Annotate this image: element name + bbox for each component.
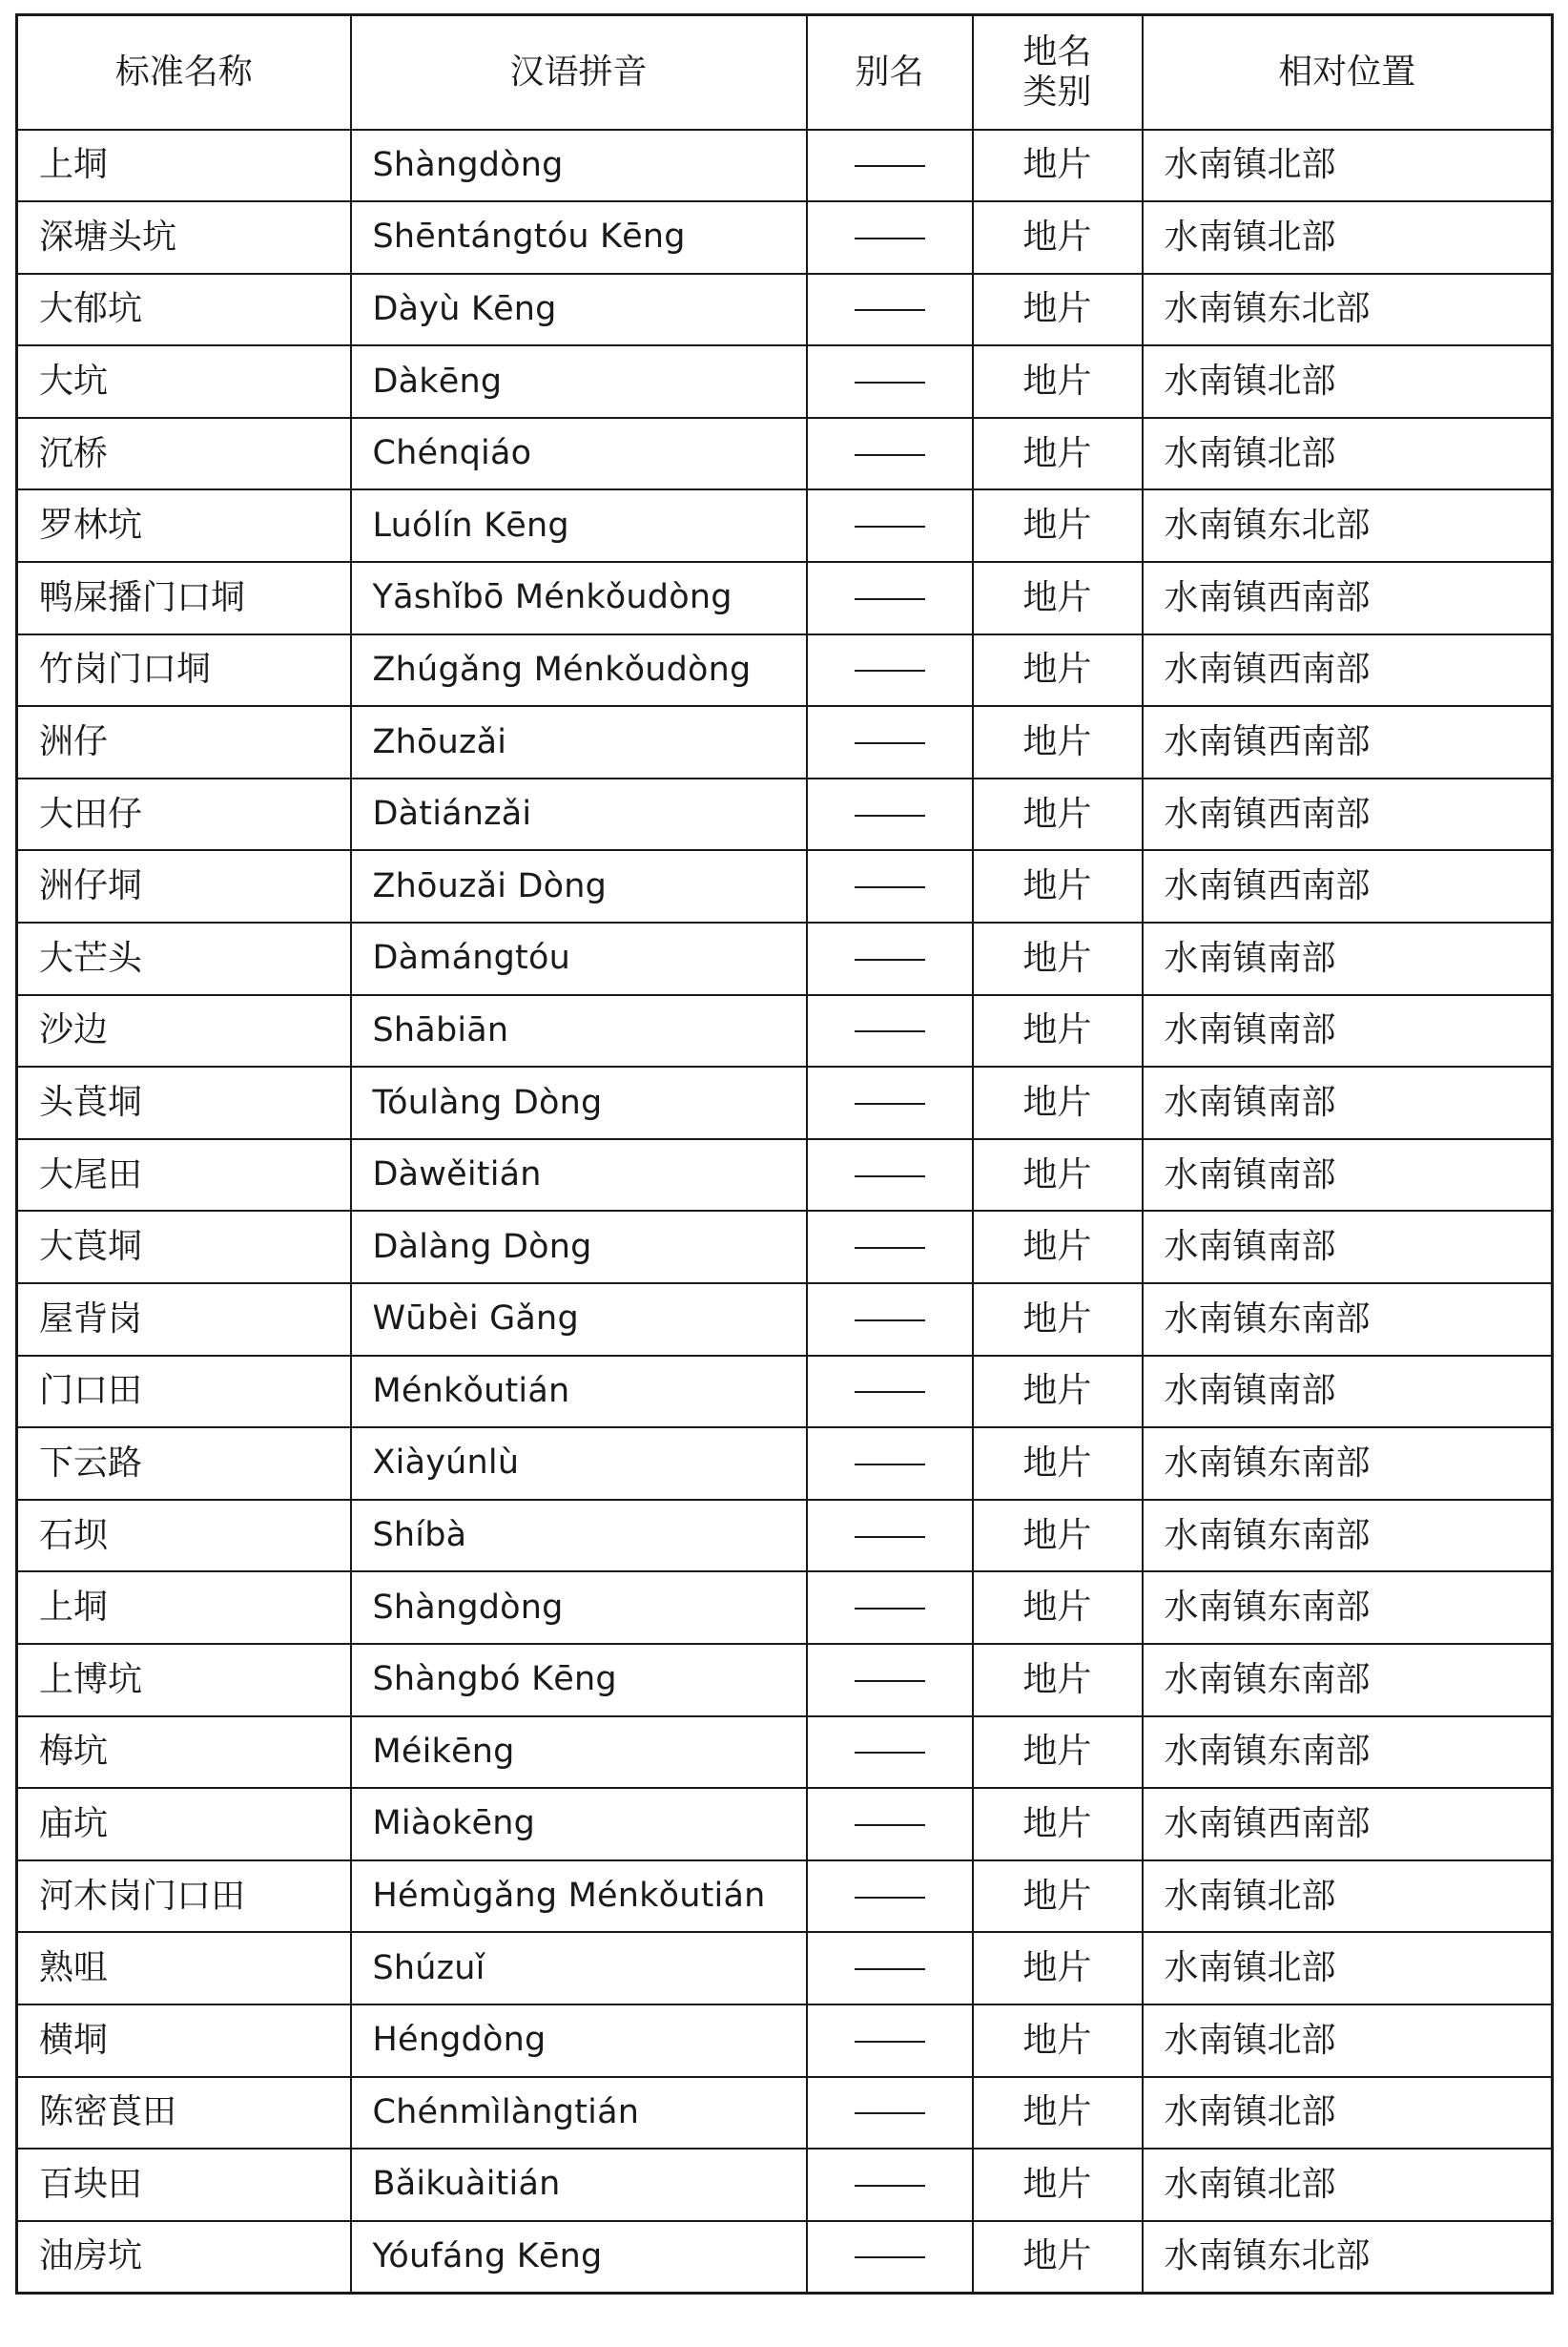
cell-standard-name: 庙坑 <box>17 1788 351 1860</box>
cell-place-type: 地片 <box>973 274 1143 346</box>
cell-alias <box>807 1860 973 1933</box>
cell-relative-location: 水南镇北部 <box>1143 2004 1553 2077</box>
table-row <box>17 1356 1553 1428</box>
table-row <box>17 418 1553 490</box>
cell-pinyin: Héngdòng <box>351 2004 807 2077</box>
cell-place-type: 地片 <box>973 2149 1143 2221</box>
alias-dash <box>855 1608 925 1610</box>
alias-dash <box>855 1752 925 1754</box>
alias-dash <box>855 526 925 528</box>
cell-alias <box>807 1283 973 1356</box>
cell-alias <box>807 923 973 995</box>
cell-pinyin: Méikēng <box>351 1716 807 1789</box>
cell-standard-name: 百块田 <box>17 2149 351 2221</box>
cell-alias <box>807 1571 973 1644</box>
cell-relative-location: 水南镇南部 <box>1143 1139 1553 1212</box>
alias-dash <box>855 1680 925 1682</box>
cell-alias <box>807 1932 973 2004</box>
cell-relative-location: 水南镇西南部 <box>1143 779 1553 851</box>
table-row <box>17 706 1553 779</box>
cell-pinyin: Tóulàng Dòng <box>351 1067 807 1139</box>
cell-relative-location: 水南镇北部 <box>1143 345 1553 418</box>
table-row <box>17 1211 1553 1283</box>
cell-relative-location: 水南镇北部 <box>1143 2149 1553 2221</box>
header-pinyin: 汉语拼音 <box>351 15 807 130</box>
cell-standard-name: 上垌 <box>17 130 351 202</box>
cell-relative-location: 水南镇北部 <box>1143 201 1553 274</box>
table-row <box>17 489 1553 562</box>
cell-alias <box>807 1139 973 1212</box>
cell-standard-name: 洲仔 <box>17 706 351 779</box>
table-row <box>17 850 1553 923</box>
cell-pinyin: Dàtiánzǎi <box>351 779 807 851</box>
cell-relative-location: 水南镇南部 <box>1143 1356 1553 1428</box>
cell-place-type: 地片 <box>973 1067 1143 1139</box>
cell-alias <box>807 1716 973 1789</box>
cell-place-type: 地片 <box>973 1644 1143 1716</box>
cell-standard-name: 大郁坑 <box>17 274 351 346</box>
alias-dash <box>855 670 925 672</box>
cell-standard-name: 洲仔垌 <box>17 850 351 923</box>
table-row <box>17 1644 1553 1716</box>
cell-pinyin: Dàkēng <box>351 345 807 418</box>
cell-alias <box>807 2004 973 2077</box>
cell-pinyin: Hémùgǎng Ménkǒutián <box>351 1860 807 1933</box>
cell-alias <box>807 1644 973 1716</box>
cell-pinyin: Ménkǒutián <box>351 1356 807 1428</box>
alias-dash <box>855 1247 925 1249</box>
header-relative-location: 相对位置 <box>1143 15 1553 130</box>
cell-place-type: 地片 <box>973 706 1143 779</box>
cell-pinyin: Zhúgǎng Ménkǒudòng <box>351 634 807 707</box>
cell-alias <box>807 1356 973 1428</box>
cell-standard-name: 陈密莨田 <box>17 2077 351 2150</box>
cell-place-type: 地片 <box>973 2004 1143 2077</box>
table-row <box>17 1716 1553 1789</box>
cell-place-type: 地片 <box>973 1860 1143 1933</box>
cell-place-type: 地片 <box>973 634 1143 707</box>
table-row <box>17 2221 1553 2294</box>
cell-standard-name: 沙边 <box>17 995 351 1068</box>
table-row <box>17 779 1553 851</box>
cell-alias <box>807 1500 973 1572</box>
table-row <box>17 1067 1553 1139</box>
cell-pinyin: Miàokēng <box>351 1788 807 1860</box>
cell-standard-name: 大坑 <box>17 345 351 418</box>
alias-dash <box>855 1391 925 1393</box>
alias-dash <box>855 886 925 888</box>
cell-relative-location: 水南镇东南部 <box>1143 1644 1553 1716</box>
cell-relative-location: 水南镇东北部 <box>1143 274 1553 346</box>
place-name-table <box>15 13 1554 2295</box>
alias-dash <box>855 1968 925 1970</box>
table-row <box>17 2077 1553 2150</box>
cell-relative-location: 水南镇南部 <box>1143 1211 1553 1283</box>
alias-dash <box>855 1030 925 1032</box>
header-row <box>17 15 1553 130</box>
alias-dash <box>855 2256 925 2258</box>
cell-relative-location: 水南镇北部 <box>1143 130 1553 202</box>
cell-pinyin: Shàngdòng <box>351 1571 807 1644</box>
cell-standard-name: 石坝 <box>17 1500 351 1572</box>
cell-relative-location: 水南镇东南部 <box>1143 1427 1553 1500</box>
cell-pinyin: Shàngdòng <box>351 130 807 202</box>
cell-alias <box>807 2149 973 2221</box>
cell-pinyin: Yóufáng Kēng <box>351 2221 807 2294</box>
cell-relative-location: 水南镇东南部 <box>1143 1571 1553 1644</box>
table-row <box>17 2004 1553 2077</box>
cell-standard-name: 屋背岗 <box>17 1283 351 1356</box>
cell-standard-name: 油房坑 <box>17 2221 351 2294</box>
alias-dash <box>855 1897 925 1899</box>
cell-standard-name: 横垌 <box>17 2004 351 2077</box>
table-row <box>17 1283 1553 1356</box>
cell-relative-location: 水南镇东南部 <box>1143 1283 1553 1356</box>
cell-place-type: 地片 <box>973 850 1143 923</box>
cell-pinyin: Wūbèi Gǎng <box>351 1283 807 1356</box>
table-row <box>17 274 1553 346</box>
cell-place-type: 地片 <box>973 1716 1143 1789</box>
cell-relative-location: 水南镇东南部 <box>1143 1716 1553 1789</box>
cell-relative-location: 水南镇南部 <box>1143 923 1553 995</box>
cell-alias <box>807 1067 973 1139</box>
cell-alias <box>807 706 973 779</box>
cell-place-type: 地片 <box>973 201 1143 274</box>
cell-pinyin: Zhōuzǎi <box>351 706 807 779</box>
table-row <box>17 345 1553 418</box>
alias-dash <box>855 598 925 600</box>
cell-pinyin: Dàyù Kēng <box>351 274 807 346</box>
cell-standard-name: 鸭屎播门口垌 <box>17 562 351 634</box>
cell-relative-location: 水南镇西南部 <box>1143 850 1553 923</box>
cell-standard-name: 下云路 <box>17 1427 351 1500</box>
cell-standard-name: 河木岗门口田 <box>17 1860 351 1933</box>
cell-alias <box>807 130 973 202</box>
cell-place-type: 地片 <box>973 1427 1143 1500</box>
table-row <box>17 923 1553 995</box>
cell-relative-location: 水南镇西南部 <box>1143 706 1553 779</box>
cell-relative-location: 水南镇东南部 <box>1143 1500 1553 1572</box>
cell-alias <box>807 850 973 923</box>
cell-place-type: 地片 <box>973 345 1143 418</box>
alias-dash <box>855 382 925 384</box>
table-row <box>17 1788 1553 1860</box>
cell-place-type: 地片 <box>973 1932 1143 2004</box>
cell-place-type: 地片 <box>973 2077 1143 2150</box>
cell-alias <box>807 1211 973 1283</box>
cell-pinyin: Shúzuǐ <box>351 1932 807 2004</box>
cell-relative-location: 水南镇北部 <box>1143 1932 1553 2004</box>
cell-pinyin: Bǎikuàitián <box>351 2149 807 2221</box>
cell-place-type: 地片 <box>973 995 1143 1068</box>
cell-relative-location: 水南镇南部 <box>1143 1067 1553 1139</box>
table-row <box>17 1860 1553 1933</box>
cell-standard-name: 深塘头坑 <box>17 201 351 274</box>
cell-place-type: 地片 <box>973 1139 1143 1212</box>
cell-place-type: 地片 <box>973 1788 1143 1860</box>
cell-place-type: 地片 <box>973 418 1143 490</box>
alias-dash <box>855 959 925 961</box>
cell-alias <box>807 418 973 490</box>
cell-alias <box>807 634 973 707</box>
cell-relative-location: 水南镇东北部 <box>1143 2221 1553 2294</box>
cell-pinyin: Dàwěitián <box>351 1139 807 1212</box>
cell-standard-name: 上垌 <box>17 1571 351 1644</box>
alias-dash <box>855 815 925 817</box>
cell-pinyin: Chénmìlàngtián <box>351 2077 807 2150</box>
cell-alias <box>807 562 973 634</box>
alias-dash <box>855 2185 925 2187</box>
table-row <box>17 1139 1553 1212</box>
alias-dash <box>855 309 925 311</box>
cell-alias <box>807 345 973 418</box>
cell-pinyin: Shābiān <box>351 995 807 1068</box>
cell-pinyin: Shēntángtóu Kēng <box>351 201 807 274</box>
cell-place-type: 地片 <box>973 489 1143 562</box>
cell-pinyin: Luólín Kēng <box>351 489 807 562</box>
alias-dash <box>855 1103 925 1105</box>
table-row <box>17 1500 1553 1572</box>
alias-dash <box>855 1824 925 1826</box>
cell-standard-name: 头莨垌 <box>17 1067 351 1139</box>
cell-relative-location: 水南镇西南部 <box>1143 1788 1553 1860</box>
table-row <box>17 2149 1553 2221</box>
alias-dash <box>855 1175 925 1177</box>
cell-standard-name: 竹岗门口垌 <box>17 634 351 707</box>
alias-dash <box>855 238 925 239</box>
cell-place-type: 地片 <box>973 130 1143 202</box>
cell-alias <box>807 995 973 1068</box>
cell-place-type: 地片 <box>973 562 1143 634</box>
cell-standard-name: 沉桥 <box>17 418 351 490</box>
alias-dash <box>855 742 925 744</box>
cell-pinyin: Chénqiáo <box>351 418 807 490</box>
cell-alias <box>807 489 973 562</box>
cell-alias <box>807 1427 973 1500</box>
header-standard-name: 标准名称 <box>17 15 351 130</box>
cell-relative-location: 水南镇北部 <box>1143 2077 1553 2150</box>
cell-place-type: 地片 <box>973 1571 1143 1644</box>
cell-place-type: 地片 <box>973 2221 1143 2294</box>
cell-standard-name: 上博坑 <box>17 1644 351 1716</box>
cell-relative-location: 水南镇东北部 <box>1143 489 1553 562</box>
alias-dash <box>855 1319 925 1321</box>
alias-dash <box>855 2041 925 2043</box>
header-alias: 别名 <box>807 15 973 130</box>
cell-relative-location: 水南镇西南部 <box>1143 634 1553 707</box>
table-row <box>17 130 1553 202</box>
cell-alias <box>807 2221 973 2294</box>
table-row <box>17 634 1553 707</box>
alias-dash <box>855 165 925 167</box>
cell-standard-name: 大田仔 <box>17 779 351 851</box>
cell-place-type: 地片 <box>973 923 1143 995</box>
cell-place-type: 地片 <box>973 1211 1143 1283</box>
cell-place-type: 地片 <box>973 779 1143 851</box>
table-row <box>17 562 1553 634</box>
cell-standard-name: 熟咀 <box>17 1932 351 2004</box>
cell-alias <box>807 274 973 346</box>
alias-dash <box>855 1536 925 1538</box>
alias-dash <box>855 1464 925 1465</box>
cell-place-type: 地片 <box>973 1356 1143 1428</box>
cell-standard-name: 梅坑 <box>17 1716 351 1789</box>
cell-alias <box>807 201 973 274</box>
cell-standard-name: 大尾田 <box>17 1139 351 1212</box>
cell-alias <box>807 779 973 851</box>
cell-pinyin: Shàngbó Kēng <box>351 1644 807 1716</box>
cell-pinyin: Zhōuzǎi Dòng <box>351 850 807 923</box>
cell-pinyin: Dàmángtóu <box>351 923 807 995</box>
table-row <box>17 201 1553 274</box>
cell-relative-location: 水南镇西南部 <box>1143 562 1553 634</box>
cell-place-type: 地片 <box>973 1500 1143 1572</box>
cell-standard-name: 门口田 <box>17 1356 351 1428</box>
cell-relative-location: 水南镇北部 <box>1143 418 1553 490</box>
cell-standard-name: 大芒头 <box>17 923 351 995</box>
table-row <box>17 1571 1553 1644</box>
cell-relative-location: 水南镇北部 <box>1143 1860 1553 1933</box>
table-row <box>17 995 1553 1068</box>
cell-alias <box>807 2077 973 2150</box>
alias-dash <box>855 2112 925 2114</box>
cell-place-type: 地片 <box>973 1283 1143 1356</box>
cell-relative-location: 水南镇南部 <box>1143 995 1553 1068</box>
table-body <box>17 130 1553 2294</box>
cell-pinyin: Xiàyúnlù <box>351 1427 807 1500</box>
table-row <box>17 1932 1553 2004</box>
cell-pinyin: Dàlàng Dòng <box>351 1211 807 1283</box>
table-row <box>17 1427 1553 1500</box>
cell-standard-name: 大莨垌 <box>17 1211 351 1283</box>
cell-pinyin: Shíbà <box>351 1500 807 1572</box>
cell-pinyin: Yāshǐbō Ménkǒudòng <box>351 562 807 634</box>
cell-alias <box>807 1788 973 1860</box>
header-place-type: 地名 类别 <box>973 15 1143 130</box>
alias-dash <box>855 454 925 456</box>
cell-standard-name: 罗林坑 <box>17 489 351 562</box>
